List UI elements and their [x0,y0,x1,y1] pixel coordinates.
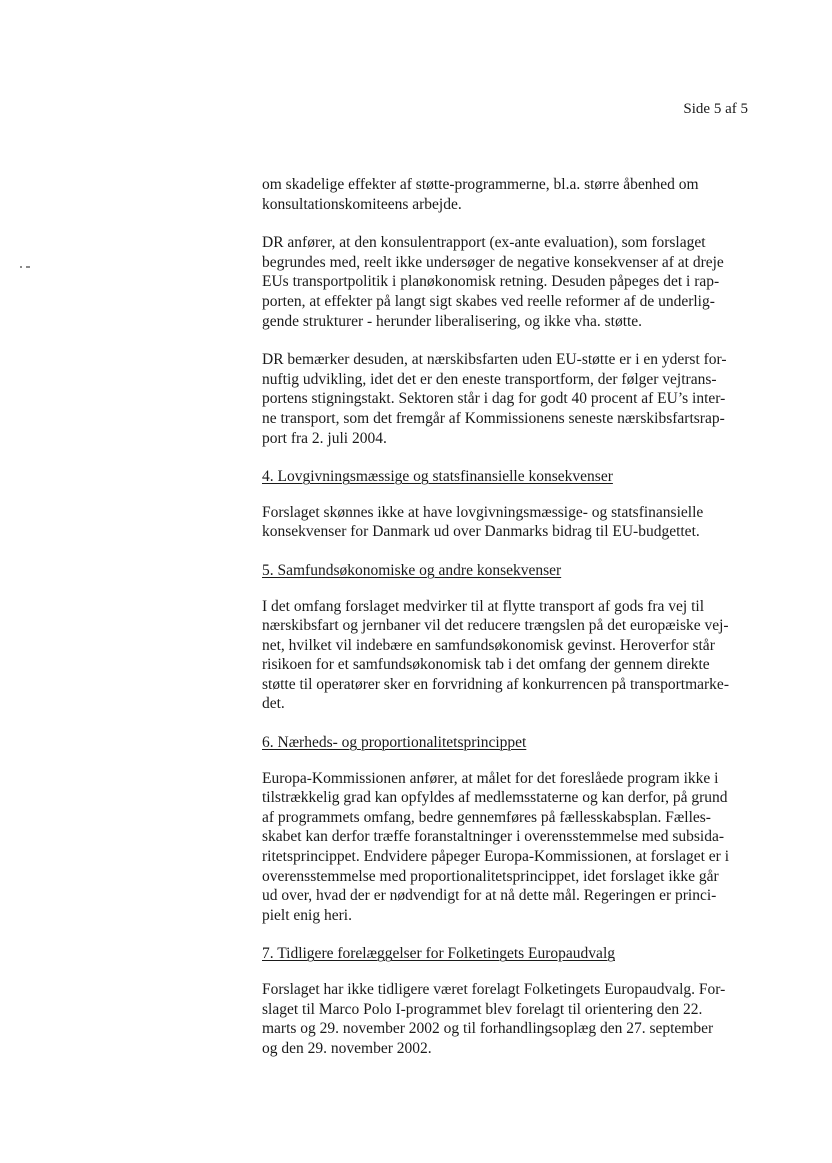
text-line: støtte til operatører sker en forvridning af konkurrencen på transportmarke- [262,675,729,693]
text-line: tilstrækkelig grad kan opfyldes af medlemsstaterne og kan derfor, på grund [262,789,728,807]
text-line: port fra 2. juli 2004. [262,429,387,447]
text-line: ud over, hvad der er nødvendigt for at nå dette mål. Regeringen er princi- [262,887,717,905]
section-7-body [262,980,754,1058]
text-line: begrundes med, reelt ikke undersøger de negative konsekvenser af at dreje [262,253,724,271]
text-line: slaget til Marco Polo I-programmet blev forelagt til orientering den 22. [262,1000,703,1018]
section-heading: 7. Tidligere forelæggelser for Folketingets Europaudvalg [262,945,615,963]
paragraph-continuation [262,175,754,214]
text-line: om skadelige effekter af støtte-programmerne, bl.a. større åbenhed om [262,176,699,193]
section-6 [262,733,754,769]
text-line: ritetsprincippet. Endvidere påpeger Europa-Kommissionen, at forslaget er i [262,848,729,866]
text-line: nuftig udvikling, idet det er den eneste transportform, der følger vejtrans- [262,370,717,388]
text-line: risikoen for et samfundsøkonomisk tab i det omfang der gennem direkte [262,656,710,674]
section-6-body [262,769,754,926]
text-line: marts og 29. november 2002 og til forhandlingsoplæg den 27. september [262,1020,714,1038]
text-line: EUs transportpolitik i planøkonomisk retning. Desuden påpeges det i rap- [262,273,720,291]
text-line: DR bemærker desuden, at nærskibsfarten uden EU-støtte er i en yderst for- [262,351,727,369]
paragraph-dr-consultant-report [262,233,754,331]
page-number: Side 5 af 5 [683,101,748,117]
text-line: skabet kan derfor træffe foranstaltninger i overensstemmelse med subsida- [262,828,724,846]
section-4-body [262,503,754,542]
section-heading: 4. Lovgivningsmæssige og statsfinansielle konsekvenser [262,468,613,486]
text-line: Forslaget har ikke tidligere været forelagt Folketingets Europaudvalg. For- [262,981,726,998]
text-line: porten, at effekter på langt sigt skabes ved reelle reformer af de underlig- [262,292,715,310]
section-heading: 6. Nærheds- og proportionalitetsprincippet [262,734,527,752]
section-4 [262,467,754,503]
text-line: pielt enig heri. [262,906,352,924]
scan-speck [20,266,30,269]
section-7 [262,944,754,980]
section-heading: 5. Samfundsøkonomiske og andre konsekvenser [262,561,562,579]
text-line: konsekvenser for Danmark ud over Danmarks bidrag til EU-budgettet. [262,523,700,541]
text-line: I det omfang forslaget medvirker til at flytte transport af gods fra vej til [262,597,705,615]
section-5-body [262,597,754,715]
text-line: net, hvilket vil indebære en samfundsøkonomisk gevinst. Heroverfor står [262,636,715,654]
text-line: DR anfører, at den konsulentrapport (ex-ante evaluation), som forslaget [262,234,706,252]
text-line: ne transport, som det fremgår af Kommissionens seneste nærskibsfartsrap- [262,409,725,427]
paragraph-dr-short-sea-shipping [262,350,754,448]
text-line: overensstemmelse med proportionalitetsprincippet, idet forslaget ikke går [262,867,719,885]
text-line: nærskibsfart og jernbaner vil det reducere trængslen på det europæiske vej- [262,617,729,635]
text-line: konsultationskomiteens arbejde. [262,195,462,213]
section-5 [262,561,754,597]
text-line: Europa-Kommissionen anfører, at målet for det foreslåede program ikke i [262,769,719,787]
document-body [262,175,754,1077]
text-line: gende strukturer - herunder liberalisering, og ikke vha. støtte. [262,312,643,330]
text-line: det. [262,695,285,713]
text-line: og den 29. november 2002. [262,1039,432,1057]
text-line: Forslaget skønnes ikke at have lovgivningsmæssige- og statsfinansielle [262,503,704,521]
text-line: portens stigningstakt. Sektoren står i dag for godt 40 procent af EU’s inter- [262,390,726,408]
text-line: af programmets omfang, bedre gennemføres på fællesskabsplan. Fælles- [262,808,711,826]
